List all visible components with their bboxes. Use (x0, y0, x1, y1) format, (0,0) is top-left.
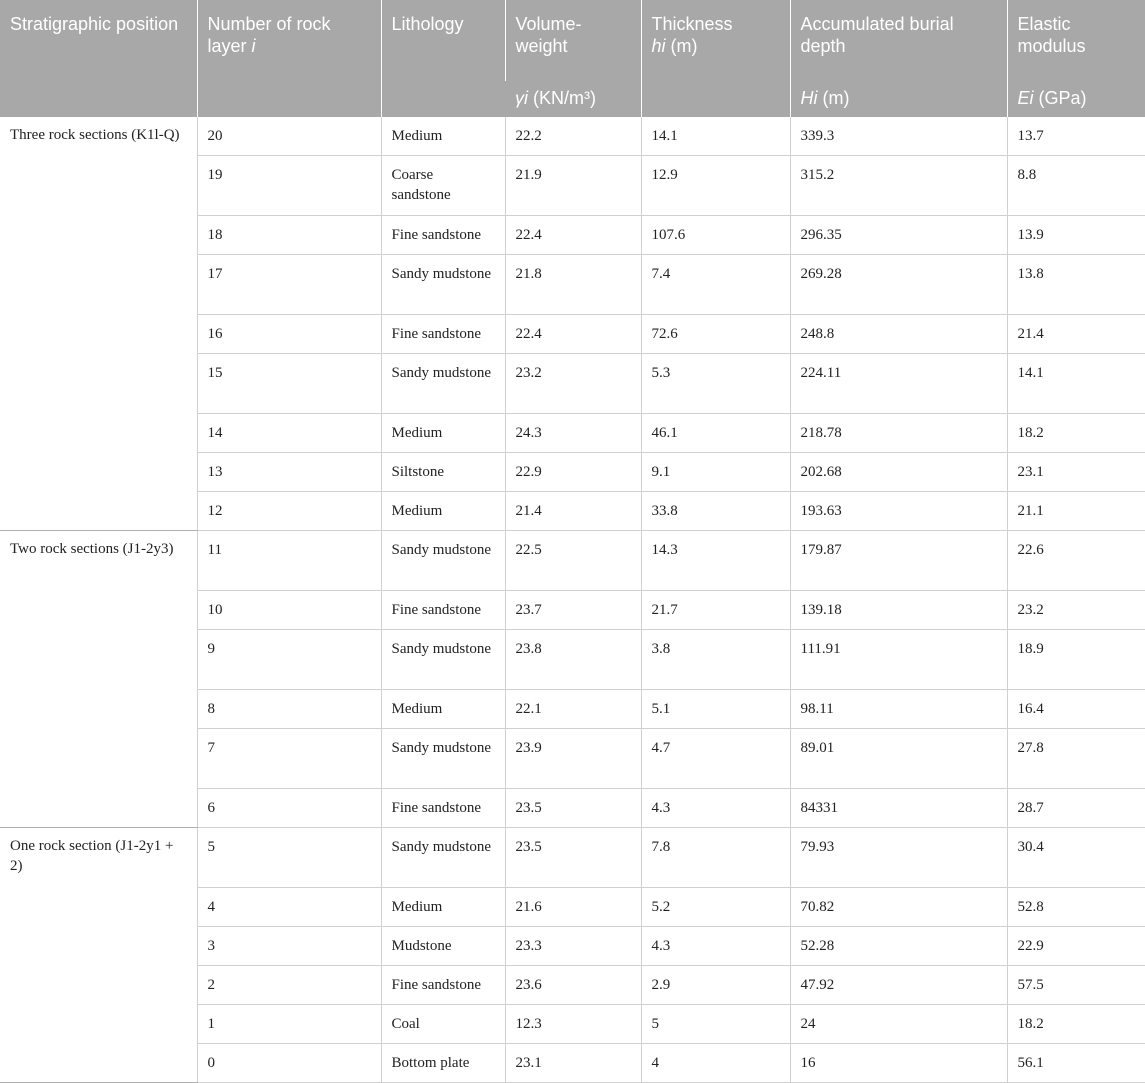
burial-depth-cell: 111.91 (790, 630, 1007, 690)
lithology-cell: Medium (381, 888, 505, 927)
elastic-modulus-cell: 21.4 (1007, 315, 1145, 354)
layer-number-cell: 17 (197, 255, 381, 315)
volume-weight-cell: 24.3 (505, 414, 641, 453)
thickness-cell: 7.4 (641, 255, 790, 315)
elastic-modulus-cell: 13.7 (1007, 117, 1145, 156)
elastic-modulus-cell: 27.8 (1007, 729, 1145, 789)
header-elastic-modulus: Elastic modulus (1007, 0, 1145, 81)
volume-weight-cell: 23.7 (505, 591, 641, 630)
layer-number-cell: 1 (197, 1005, 381, 1044)
volume-weight-cell: 22.9 (505, 453, 641, 492)
header-volume-weight-unit: γi (KN/m³) (505, 81, 641, 117)
elastic-modulus-cell: 14.1 (1007, 354, 1145, 414)
lithology-cell: Bottom plate (381, 1044, 505, 1083)
thickness-cell: 72.6 (641, 315, 790, 354)
layer-number-cell: 5 (197, 828, 381, 888)
elastic-modulus-cell: 18.2 (1007, 1005, 1145, 1044)
thickness-cell: 4.3 (641, 927, 790, 966)
burial-depth-cell: 47.92 (790, 966, 1007, 1005)
burial-depth-cell: 248.8 (790, 315, 1007, 354)
volume-weight-cell: 21.9 (505, 156, 641, 216)
burial-depth-cell: 179.87 (790, 531, 1007, 591)
lithology-cell: Mudstone (381, 927, 505, 966)
lithology-cell: Fine sandstone (381, 216, 505, 255)
elastic-modulus-cell: 57.5 (1007, 966, 1145, 1005)
burial-depth-cell: 98.11 (790, 690, 1007, 729)
burial-depth-cell: 315.2 (790, 156, 1007, 216)
burial-depth-cell: 202.68 (790, 453, 1007, 492)
elastic-modulus-cell: 21.1 (1007, 492, 1145, 531)
volume-weight-cell: 23.2 (505, 354, 641, 414)
thickness-cell: 21.7 (641, 591, 790, 630)
header-elastic-modulus-unit: Ei (GPa) (1007, 81, 1145, 117)
layer-number-cell: 18 (197, 216, 381, 255)
volume-weight-cell: 21.8 (505, 255, 641, 315)
table-row (0, 531, 1145, 591)
layer-number-cell: 2 (197, 966, 381, 1005)
header-lithology: Lithology (381, 0, 505, 117)
burial-depth-cell: 296.35 (790, 216, 1007, 255)
volume-weight-cell: 23.8 (505, 630, 641, 690)
thickness-cell: 33.8 (641, 492, 790, 531)
volume-weight-cell: 23.5 (505, 789, 641, 828)
volume-weight-cell: 22.1 (505, 690, 641, 729)
burial-depth-cell: 16 (790, 1044, 1007, 1083)
layer-number-cell: 13 (197, 453, 381, 492)
layer-number-cell: 12 (197, 492, 381, 531)
stratigraphic-position-cell: Two rock sections (J1-2y3) (0, 531, 197, 828)
elastic-modulus-cell: 52.8 (1007, 888, 1145, 927)
lithology-cell: Medium (381, 117, 505, 156)
lithology-cell: Sandy mudstone (381, 531, 505, 591)
thickness-cell: 4 (641, 1044, 790, 1083)
header-burial-depth: Accumulated burial depth (790, 0, 1007, 81)
thickness-cell: 46.1 (641, 414, 790, 453)
lithology-cell: Sandy mudstone (381, 630, 505, 690)
thickness-cell: 107.6 (641, 216, 790, 255)
elastic-modulus-cell: 8.8 (1007, 156, 1145, 216)
volume-weight-cell: 23.1 (505, 1044, 641, 1083)
lithology-cell: Sandy mudstone (381, 354, 505, 414)
burial-depth-cell: 70.82 (790, 888, 1007, 927)
thickness-cell: 14.1 (641, 117, 790, 156)
table-row (0, 828, 1145, 888)
layer-number-cell: 8 (197, 690, 381, 729)
lithology-cell: Coarse sandstone (381, 156, 505, 216)
table-body (0, 117, 1145, 1083)
elastic-modulus-cell: 56.1 (1007, 1044, 1145, 1083)
volume-weight-cell: 23.9 (505, 729, 641, 789)
lithology-cell: Medium (381, 690, 505, 729)
lithology-cell: Medium (381, 492, 505, 531)
table-header (0, 0, 1145, 117)
burial-depth-cell: 52.28 (790, 927, 1007, 966)
layer-number-cell: 0 (197, 1044, 381, 1083)
layer-number-cell: 6 (197, 789, 381, 828)
lithology-cell: Fine sandstone (381, 315, 505, 354)
volume-weight-cell: 23.3 (505, 927, 641, 966)
header-burial-depth-unit: Hi (m) (790, 81, 1007, 117)
volume-weight-cell: 22.5 (505, 531, 641, 591)
burial-depth-cell: 269.28 (790, 255, 1007, 315)
volume-weight-cell: 23.5 (505, 828, 641, 888)
volume-weight-cell: 21.6 (505, 888, 641, 927)
layer-number-cell: 7 (197, 729, 381, 789)
layer-number-cell: 10 (197, 591, 381, 630)
table-row (0, 117, 1145, 156)
elastic-modulus-cell: 23.1 (1007, 453, 1145, 492)
lithology-cell: Medium (381, 414, 505, 453)
burial-depth-cell: 139.18 (790, 591, 1007, 630)
elastic-modulus-cell: 22.6 (1007, 531, 1145, 591)
thickness-cell: 5.3 (641, 354, 790, 414)
lithology-cell: Coal (381, 1005, 505, 1044)
elastic-modulus-cell: 13.9 (1007, 216, 1145, 255)
burial-depth-cell: 24 (790, 1005, 1007, 1044)
elastic-modulus-cell: 18.9 (1007, 630, 1145, 690)
elastic-modulus-cell: 18.2 (1007, 414, 1145, 453)
layer-number-cell: 20 (197, 117, 381, 156)
layer-number-cell: 14 (197, 414, 381, 453)
lithology-cell: Sandy mudstone (381, 828, 505, 888)
burial-depth-cell: 84331 (790, 789, 1007, 828)
burial-depth-cell: 79.93 (790, 828, 1007, 888)
header-layer-number: Number of rock layer i (197, 0, 381, 117)
volume-weight-cell: 23.6 (505, 966, 641, 1005)
thickness-cell: 5.1 (641, 690, 790, 729)
thickness-cell: 5.2 (641, 888, 790, 927)
burial-depth-cell: 224.11 (790, 354, 1007, 414)
burial-depth-cell: 89.01 (790, 729, 1007, 789)
layer-number-cell: 9 (197, 630, 381, 690)
lithology-cell: Sandy mudstone (381, 255, 505, 315)
volume-weight-cell: 22.2 (505, 117, 641, 156)
volume-weight-cell: 22.4 (505, 216, 641, 255)
elastic-modulus-cell: 13.8 (1007, 255, 1145, 315)
thickness-cell: 3.8 (641, 630, 790, 690)
layer-number-cell: 4 (197, 888, 381, 927)
layer-number-cell: 15 (197, 354, 381, 414)
elastic-modulus-cell: 28.7 (1007, 789, 1145, 828)
lithology-cell: Siltstone (381, 453, 505, 492)
thickness-cell: 9.1 (641, 453, 790, 492)
burial-depth-cell: 339.3 (790, 117, 1007, 156)
volume-weight-cell: 22.4 (505, 315, 641, 354)
thickness-cell: 2.9 (641, 966, 790, 1005)
thickness-cell: 5 (641, 1005, 790, 1044)
thickness-cell: 12.9 (641, 156, 790, 216)
lithology-cell: Fine sandstone (381, 591, 505, 630)
elastic-modulus-cell: 23.2 (1007, 591, 1145, 630)
elastic-modulus-cell: 30.4 (1007, 828, 1145, 888)
stratigraphic-position-cell: Three rock sections (K1l-Q) (0, 117, 197, 531)
header-stratigraphic-position: Stratigraphic position (0, 0, 197, 117)
elastic-modulus-cell: 16.4 (1007, 690, 1145, 729)
layer-number-cell: 11 (197, 531, 381, 591)
volume-weight-cell: 21.4 (505, 492, 641, 531)
header-volume-weight: Volume-weight (505, 0, 641, 81)
lithology-cell: Fine sandstone (381, 789, 505, 828)
layer-number-cell: 3 (197, 927, 381, 966)
header-thickness: Thickness hi (m) (641, 0, 790, 117)
burial-depth-cell: 218.78 (790, 414, 1007, 453)
layer-number-cell: 19 (197, 156, 381, 216)
thickness-cell: 4.7 (641, 729, 790, 789)
thickness-cell: 14.3 (641, 531, 790, 591)
volume-weight-cell: 12.3 (505, 1005, 641, 1044)
thickness-cell: 7.8 (641, 828, 790, 888)
burial-depth-cell: 193.63 (790, 492, 1007, 531)
layer-number-cell: 16 (197, 315, 381, 354)
stratigraphic-position-cell: One rock section (J1-2y1 + 2) (0, 828, 197, 1083)
thickness-cell: 4.3 (641, 789, 790, 828)
elastic-modulus-cell: 22.9 (1007, 927, 1145, 966)
lithology-cell: Fine sandstone (381, 966, 505, 1005)
lithology-cell: Sandy mudstone (381, 729, 505, 789)
